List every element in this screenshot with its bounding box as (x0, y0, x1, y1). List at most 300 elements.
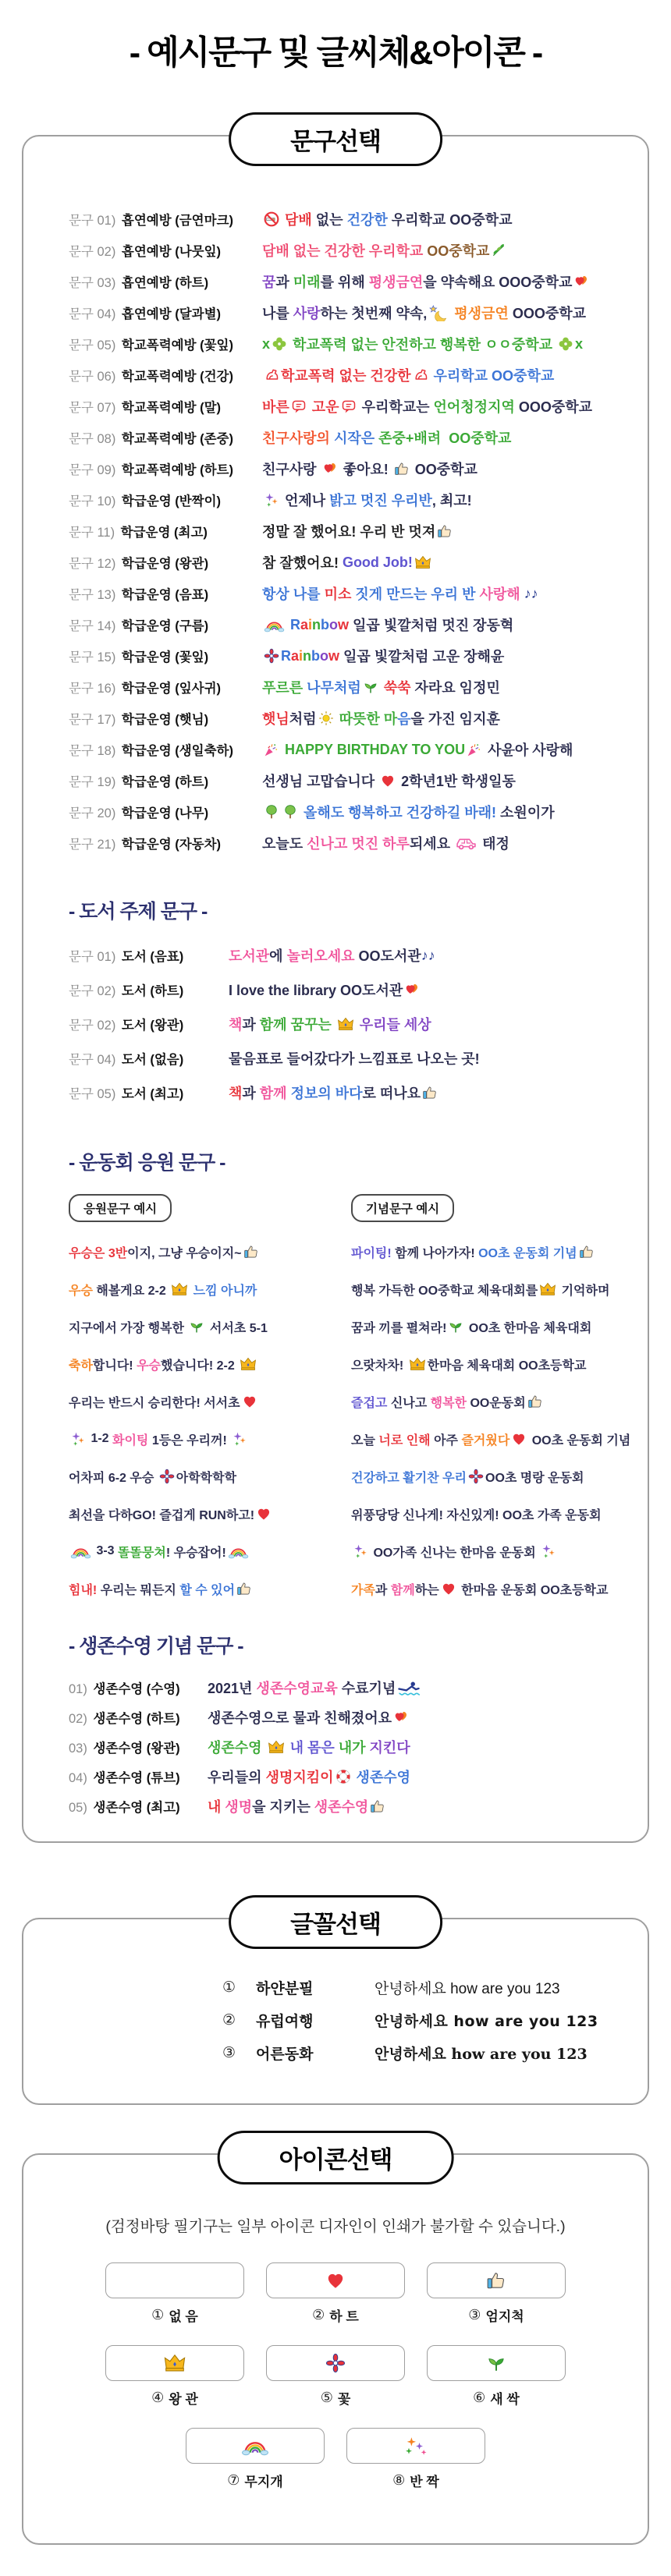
hearts-icon (322, 461, 338, 477)
crown-icon (171, 1282, 188, 1296)
phrase-row (23, 453, 648, 484)
phrase-text: 일곱 빛깔처럼 멋진 장동혁 (349, 618, 514, 633)
phrase-row-label: 문구 21) 학급운영 (자동차) (69, 838, 222, 852)
font-panel (22, 1911, 649, 2105)
icon-option-box (105, 2345, 244, 2381)
phrase-row (23, 578, 648, 609)
phrase-row-content (262, 802, 555, 822)
phrase-text: 지킨다 (369, 1740, 410, 1756)
phrase-row-label: 문구 02) 도서 (하트) (69, 984, 184, 998)
phrase-text: 서서초 5-1 (206, 1321, 268, 1335)
phrase-text: 꿈과 끼를 펼쳐라! (351, 1321, 447, 1335)
phrase-text: 아주 (430, 1433, 462, 1447)
phrase-text: OO가족 신나는 한마음 운동회 (370, 1546, 540, 1560)
icon-option-text: 왕 관 (169, 2392, 198, 2407)
icon-option-number: ① (151, 2307, 165, 2323)
memorial-pill: 기념문구 예시 (351, 1194, 454, 1222)
phrase-row (23, 1732, 648, 1762)
cheer-column (69, 1194, 351, 1607)
phrase-row-number: 문구 16) (69, 682, 119, 696)
phrase-text: 내가 (338, 1740, 370, 1756)
phrase-row-content (262, 771, 516, 791)
flower-red-icon (325, 2353, 346, 2373)
phrase-row-content (208, 1707, 410, 1727)
phrase-text: 행복 가득한 OO중학교 체육대회를 (351, 1284, 538, 1298)
icon-option-text: 하 트 (329, 2309, 359, 2324)
phrase-text: 1등은 우리꺼! (148, 1433, 231, 1447)
phrase-row-label: 문구 12) 학급운영 (왕관) (69, 557, 209, 571)
phrase-text: 사윤아 사랑해 (484, 742, 573, 758)
heart-icon (511, 1431, 527, 1447)
phrase-row (23, 671, 648, 703)
phrase-text: 미소 (324, 586, 352, 602)
phrase-row-content (262, 833, 509, 853)
font-option-name: 어른동화 (256, 2046, 314, 2063)
phrase-row-number: 문구 11) (69, 526, 119, 540)
phrase-text: 생명 (225, 1799, 253, 1815)
memorial-line (351, 1233, 634, 1270)
phrase-row-number: 문구 14) (69, 619, 119, 633)
muscle-icon (413, 367, 428, 383)
phrase-panel (22, 128, 649, 1843)
phrase-text: ! 우승잡어! (165, 1546, 226, 1560)
icon-option-thumb (427, 2262, 566, 2325)
font-option (23, 2004, 648, 2036)
crown-icon (337, 1017, 354, 1031)
icon-option-box (105, 2262, 244, 2298)
phrase-row-number: 문구 04) (69, 1053, 119, 1067)
sprout-icon (363, 679, 378, 695)
phrase-text: 을 가진 임지훈 (410, 711, 500, 727)
phrase-row-label: 문구 17) 학급운영 (햇님) (69, 713, 209, 727)
rainbow-icon (228, 1544, 249, 1559)
phrase-row-number: 문구 19) (69, 775, 119, 789)
sports-columns (23, 1189, 648, 1607)
phrase-text: 즐겁고 (351, 1396, 388, 1410)
phrase-text: 음 (397, 711, 411, 727)
thumb-icon (579, 1244, 595, 1260)
phrase-row (23, 827, 648, 859)
thumb-icon (527, 1394, 543, 1409)
phrase-text: 수료기념 (337, 1681, 396, 1696)
phrase-row-number: 문구 09) (69, 463, 119, 477)
phrase-text: 지구에서 가장 행복한 (69, 1321, 188, 1335)
phrase-row-number: 문구 06) (69, 370, 119, 384)
phrase-row-label: 문구 15) 학급운영 (꽃잎) (69, 650, 209, 664)
bottom-spacer (0, 2545, 671, 2576)
phrase-text: , 최고! (431, 493, 472, 508)
phrase-text: 이지, 그냥 우승이지~ (127, 1246, 242, 1260)
icon-option-number: ⑦ (227, 2472, 240, 2489)
phrase-text: 따뜻한 마 (335, 711, 398, 727)
phrase-text: 올해도 행복하고 건강하길 바래! (300, 805, 497, 820)
phrase-text: 처럼 (289, 711, 317, 727)
phrase-row-label: 문구 18) 학급운영 (생일축하) (69, 744, 233, 758)
sprout-icon (448, 1319, 463, 1334)
phrase-row (23, 204, 648, 235)
clover-icon (558, 336, 573, 352)
phrase-text: 나를 (262, 306, 293, 321)
font-option-sample: 안녕하세요 how are you 123 (375, 2012, 598, 2030)
phrase-row-label: 문구 02) 흡연예방 (나뭇잎) (69, 245, 222, 259)
phrase-row (23, 640, 648, 671)
memorial-line (351, 1420, 634, 1458)
phrase-text: 소원이가 (496, 805, 555, 820)
crown-icon (268, 1740, 285, 1754)
icon-option-none (105, 2262, 244, 2325)
phrase-row (23, 1673, 648, 1703)
phrase-row (23, 1007, 648, 1041)
thumb-icon (422, 1085, 438, 1100)
phrase-panel-pill: 문구선택 (229, 112, 442, 166)
phrase-row-label: 04) 생존수영 (튜브) (69, 1771, 180, 1785)
phrase-text: 담배 없는 건강한 우리학교 (262, 243, 428, 259)
thumb-icon (437, 523, 453, 539)
sparkles-icon (70, 1431, 86, 1447)
phrase-text: 파이팅! (351, 1246, 392, 1260)
phrase-row-number: 문구 17) (69, 713, 119, 727)
icon-panel-body (23, 2155, 648, 2543)
font-option-number: ② (222, 2011, 236, 2029)
phrase-text: 책 (229, 1086, 243, 1101)
phrase-rows (23, 204, 648, 859)
memorial-line (351, 1532, 634, 1570)
icon-option-box (427, 2262, 566, 2298)
phrase-text: 나무처럼 (307, 680, 361, 696)
phrase-row-content (208, 1678, 422, 1698)
phrase-text: 밝고 멋진 우리반 (329, 493, 432, 508)
phrase-row-number: 문구 01) (69, 214, 119, 228)
phrase-text: 2학년1반 학생일동 (397, 774, 516, 789)
phrase-row-label: 문구 01) 흡연예방 (금연마크) (69, 214, 233, 228)
phrase-text: 참 잘했어요! (262, 555, 343, 571)
icon-option-label (266, 2305, 405, 2325)
icon-grid (23, 2262, 648, 2490)
rainbow-icon (70, 1544, 91, 1559)
phrase-row-label: 03) 생존수영 (왕관) (69, 1742, 180, 1756)
phrase-row (23, 484, 648, 516)
speech-icon (341, 399, 357, 414)
swim-rows (23, 1673, 648, 1821)
phrase-text: 해볼게요 2-2 (92, 1284, 170, 1298)
phrase-row-content (262, 459, 478, 479)
phrase-text: 행복한 (430, 1396, 467, 1410)
phrase-text: Good Job! (342, 554, 413, 570)
cheer-line (69, 1308, 351, 1345)
phrase-row-number: 문구 12) (69, 557, 119, 571)
phrase-text: 바른 (262, 399, 289, 415)
phrase-text: 하는 첫번째 약속, (320, 306, 428, 321)
phrase-text: 너로 인해 (378, 1433, 431, 1447)
font-option-sample: 안녕하세요 how are you 123 (375, 1980, 560, 1997)
phrase-text: HAPPY BIRTHDAY TO YOU (281, 741, 466, 757)
phrase-text: n (312, 616, 321, 632)
hearts-icon (393, 1710, 409, 1725)
phrase-row (23, 266, 648, 297)
phrase-row-content (262, 739, 573, 760)
phrase-text: 을 약속해요 OOO중학교 (423, 275, 573, 290)
font-option-number: ③ (222, 2044, 236, 2061)
phrase-text: 2021년 (208, 1681, 257, 1696)
phrase-row-label: 문구 13) 학급운영 (음표) (69, 588, 209, 602)
phrase-row-content (262, 240, 508, 260)
phrase-text: 우승 (69, 1284, 93, 1298)
phrase-text: OO초 한마음 체육대회 (465, 1321, 592, 1335)
phrase-text: x (575, 335, 584, 352)
phrase-text: 생존수영교육 (256, 1681, 338, 1696)
phrase-row-number: 02) (69, 1712, 91, 1726)
no-smoking-icon (264, 211, 279, 227)
phrase-text: 최선을 다하GO! 즐겁게 RUN하고! (69, 1508, 255, 1522)
phrase-text: n (303, 647, 312, 664)
font-panel-pill: 글꼴선택 (229, 1895, 442, 1949)
phrase-row (23, 703, 648, 734)
sparkles-icon (353, 1543, 368, 1559)
hearts-icon (573, 274, 589, 289)
cheer-line (69, 1420, 351, 1458)
phrase-row-label: 01) 생존수영 (수영) (69, 1682, 180, 1696)
phrase-row (23, 1762, 648, 1791)
icon-panel-pill: 아이콘선택 (218, 2131, 454, 2184)
phrase-text: OOO중학교 (508, 306, 587, 321)
phrase-row-content (229, 1014, 431, 1034)
phrase-row-content (262, 303, 586, 323)
icon-option-box (427, 2345, 566, 2381)
phrase-text: 도서관 (229, 948, 270, 964)
phrase-row-number: 문구 18) (69, 744, 119, 758)
phrase-text: b (321, 616, 330, 632)
phrase-text: R (286, 616, 300, 632)
font-option (23, 2036, 648, 2069)
flower-red-icon (159, 1469, 175, 1484)
icon-grid-row (23, 2262, 648, 2325)
font-option-name: 유럽여행 (256, 2013, 314, 2030)
icon-option-flower-red (266, 2345, 405, 2408)
phrase-text: 물음표로 들어갔다가 느낌표로 나오는 곳! (229, 1051, 480, 1067)
phrase-row-label: 문구 20) 학급운영 (나무) (69, 806, 209, 820)
phrase-text: 즐거웠다 (461, 1433, 510, 1447)
phrase-text: i (308, 616, 313, 632)
phrase-row-label: 문구 07) 학교폭력예방 (말) (69, 401, 222, 415)
phrase-row-content (229, 1082, 439, 1103)
phrase-text: 항상 나를 (262, 586, 325, 602)
phrase-text: 선생님 고맙습니다 (262, 774, 379, 789)
phrase-text: i (299, 647, 304, 664)
phrase-text: R (281, 647, 291, 664)
phrase-row-number: 문구 04) (69, 307, 119, 321)
heart-icon (380, 773, 396, 788)
phrase-text: 신나고 멋진 하루 (307, 836, 410, 852)
phrase-text: 평생금연 (368, 275, 424, 290)
icon-option-number: ⑧ (392, 2472, 406, 2489)
icon-option-label (427, 2305, 566, 2325)
icon-option-label (105, 2388, 244, 2408)
memorial-line (351, 1458, 634, 1495)
phrase-text: 함께 (259, 1086, 291, 1101)
icon-option-crown (105, 2345, 244, 2408)
phrase-row-label: 02) 생존수영 (하트) (69, 1712, 180, 1726)
icon-option-number: ④ (151, 2390, 165, 2406)
phrase-row-content (208, 1796, 387, 1816)
phrase-row-content (262, 552, 433, 572)
icon-option-label (186, 2471, 325, 2490)
phrase-text: 언어청정지역 (433, 399, 515, 415)
phrase-text: 정말 잘 했어요! 우리 반 멋져 (262, 524, 436, 540)
car-icon (456, 835, 477, 852)
phrase-text: o (329, 616, 339, 632)
sprout-icon (486, 2353, 506, 2373)
phrase-text: 태정 (478, 836, 509, 852)
phrase-text: OO중학교 (427, 243, 490, 259)
phrase-row-label: 문구 04) 도서 (없음) (69, 1053, 184, 1067)
phrase-text: a (300, 616, 309, 632)
phrase-text: 과 (242, 1086, 260, 1101)
icon-panel (22, 2146, 649, 2545)
phrase-text: 위풍당당 신나게! 자신있게! OO초 가족 운동회 (351, 1508, 602, 1522)
speech-icon (291, 399, 307, 414)
phrase-row-label: 문구 14) 학급운영 (구름) (69, 619, 209, 633)
phrase-text: 생존수영 (314, 1799, 369, 1815)
cheer-pill: 응원문구 예시 (69, 1194, 172, 1222)
phrase-text: ♪♪ (421, 947, 435, 963)
heart-icon (242, 1394, 257, 1409)
phrase-text: 함께 나아가자! (391, 1246, 479, 1260)
phrase-text: OOO중학교 (514, 399, 593, 415)
icon-option-text: 엄지척 (485, 2309, 524, 2324)
icon-option-sparkles-multi (346, 2428, 485, 2490)
crown-icon (539, 1282, 556, 1296)
phrase-text: 신나고 (387, 1396, 431, 1410)
phrase-text: 기억하며 (558, 1284, 610, 1298)
phrase-text: 일곱 빛깔처럼 고운 장해윤 (339, 649, 505, 664)
sprout-icon (189, 1319, 204, 1334)
phrase-row-number: 문구 15) (69, 650, 119, 664)
icon-option-heart (266, 2262, 405, 2325)
phrase-text: 없는 (311, 212, 347, 228)
sun-icon (318, 710, 334, 726)
phrase-text: 학교폭력 없는 건강한 (281, 368, 411, 384)
icon-option-number: ⑥ (473, 2390, 486, 2406)
phrase-text: 우리학교 OO중학교 (387, 212, 513, 228)
swimmer-icon (397, 1680, 421, 1696)
phrase-text: 평생금연 (450, 306, 509, 321)
tree-icon (264, 804, 279, 820)
phrase-text: OO중학교 (410, 462, 478, 477)
phrase-row-content (229, 1048, 480, 1068)
phrase-text: 생명지킴이 (265, 1770, 334, 1785)
phrase-text: 축하 (69, 1359, 93, 1373)
phrase-text: ♪♪ (520, 585, 538, 601)
icon-option-sprout (427, 2345, 566, 2408)
phrase-text: 1-2 (87, 1432, 113, 1445)
icon-option-text: 반 짝 (410, 2475, 439, 2489)
phrase-row-number: 문구 03) (69, 276, 119, 290)
phrase-text: OO초 명랑 운동회 (485, 1471, 584, 1485)
thumb-icon (243, 1244, 259, 1260)
memorial-line (351, 1308, 634, 1345)
phrase-row-content (262, 334, 583, 354)
book-heading: - 도서 주제 문구 - (69, 901, 208, 923)
icon-option-rainbow (186, 2428, 325, 2490)
phrase-text: 함께 (390, 1583, 415, 1597)
phrase-text: a (291, 647, 300, 664)
thumb-icon (370, 1798, 385, 1814)
phrase-text: 햇님 (262, 711, 289, 727)
phrase-text: 할 수 있어 (179, 1583, 236, 1597)
sparkles-icon (232, 1431, 247, 1447)
icon-option-box (266, 2345, 405, 2381)
phrase-row (23, 1041, 648, 1075)
phrase-row-content (208, 1766, 410, 1787)
phrase-row-number: 문구 21) (69, 838, 119, 852)
phrase-text: 하는 (414, 1583, 439, 1597)
phrase-text: 과 (242, 1017, 260, 1033)
thumb-icon (236, 1581, 252, 1596)
moon-star-icon (428, 305, 449, 321)
phrase-text: 오늘 (351, 1433, 379, 1447)
crown-icon (163, 2354, 186, 2372)
icon-option-label (105, 2305, 244, 2325)
phrase-row (23, 391, 648, 422)
icon-option-text: 새 싹 (490, 2392, 520, 2407)
phrase-text: 사랑 (293, 306, 321, 321)
phrase-row-content (229, 980, 421, 1000)
phrase-text: 푸르른 (262, 680, 307, 696)
phrase-text: OO초 운동회 기념 (528, 1433, 631, 1447)
phrase-text: 과 (275, 275, 293, 290)
phrase-row-content (262, 708, 500, 728)
phrase-text: 을 지키는 (252, 1799, 314, 1815)
phrase-row (23, 360, 648, 391)
phrase-text: 미래 (293, 275, 321, 290)
phrase-row-number: 문구 20) (69, 806, 119, 820)
flower-red-icon (264, 648, 279, 664)
phrase-row-content (262, 396, 592, 416)
phrase-row-content (262, 271, 591, 292)
phrase-row (23, 734, 648, 765)
phrase-text: w (328, 647, 340, 664)
phrase-text: 한마음 체육대회 OO초등학교 (427, 1359, 587, 1373)
phrase-text: 우리들의 (208, 1770, 266, 1785)
phrase-row (23, 235, 648, 266)
memorial-lines (351, 1233, 634, 1607)
phrase-text: 자라요 임정민 (410, 680, 500, 696)
phrase-text: 쑥쑥 (379, 680, 411, 696)
phrase-text: 똘똘뭉쳐 (118, 1546, 166, 1560)
phrase-text: OO운동회 (467, 1396, 526, 1410)
heart-icon (325, 2270, 346, 2291)
phrase-text: 가족 (351, 1583, 375, 1597)
phrase-row-number: 문구 05) (69, 338, 119, 353)
phrase-row-number: 05) (69, 1801, 91, 1815)
sports-heading: - 운동회 응원 문구 - (69, 1152, 225, 1174)
icon-option-number: ② (312, 2307, 325, 2323)
phrase-text: 친구사랑 (262, 462, 321, 477)
memorial-line (351, 1270, 634, 1308)
phrase-text: 꿈 (262, 275, 276, 290)
phrase-row-number: 문구 02) (69, 245, 119, 259)
phrase-row-number: 문구 02) (69, 984, 119, 998)
phrase-text: 우리학교는 (357, 399, 434, 415)
phrase-panel-body (23, 136, 648, 1841)
phrase-row (23, 796, 648, 827)
phrase-row-label: 문구 11) 학급운영 (최고) (69, 526, 208, 540)
memorial-line (351, 1345, 634, 1383)
phrase-row-content (229, 945, 435, 966)
icon-option-box (346, 2428, 485, 2464)
font-option-number: ① (222, 1979, 236, 1996)
phrase-row-label: 문구 10) 학급운영 (반짝이) (69, 494, 222, 508)
